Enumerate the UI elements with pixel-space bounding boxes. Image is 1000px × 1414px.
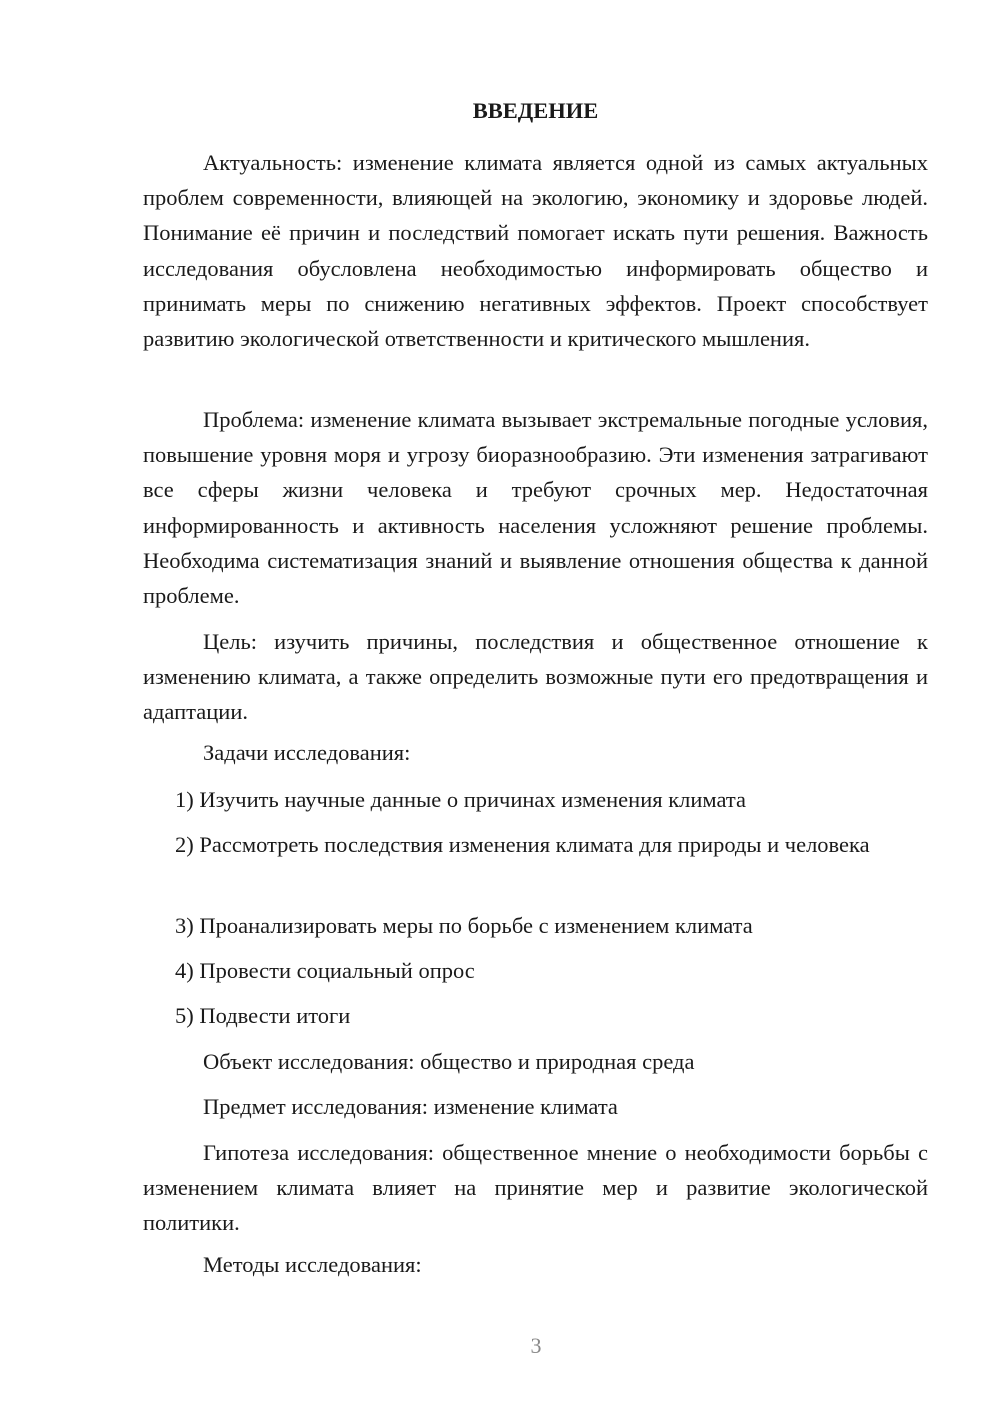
paragraph-relevance: Актуальность: изменение климата является одной из самых актуальных проблем современности, влияющей на экологию, экономику и здоровье людей. Понимание её причин и последствий помогает искать пути решения. Важность исследования обусловлена необходимостью информировать общество и принимать меры по снижению негативных эффектов. Проект способствует развитию экологической ответственности и критического мышления.: [143, 150, 928, 352]
tasks-heading: Задачи исследования:: [203, 740, 411, 765]
paragraph-object: Объект исследования: общество и природная среда: [203, 1049, 695, 1074]
task-item-4: 4) Провести социальный опрос: [175, 958, 475, 983]
paragraph-goal: Цель: изучить причины, последствия и общественное отношение к изменению климата, а также определить возможные пути его предотвращения и адаптации.: [143, 629, 928, 725]
section-title: ВВЕДЕНИЕ: [472, 98, 599, 123]
paragraph-subject: Предмет исследования: изменение климата: [203, 1094, 618, 1119]
page-content: [143, 93, 928, 1277]
paragraph-problem: Проблема: изменение климата вызывает экстремальные погодные условия, повышение уровня моря и угрозу биоразнообразию. Эти изменения затрагивают все сферы жизни человека и требуют срочных мер. Недостаточная информированность и активность населения усложняют решение проблемы. Необходима систематизация знаний и выявление отношения общества к данной проблеме.: [143, 407, 928, 609]
page-number: 3: [530, 1333, 542, 1358]
methods-heading: Методы исследования:: [203, 1252, 422, 1277]
task-item-5: 5) Подвести итоги: [175, 1003, 351, 1028]
task-item-2: 2) Рассмотреть последствия изменения климата для природы и человека: [175, 832, 870, 857]
task-item-3: 3) Проанализировать меры по борьбе с изменением климата: [175, 913, 753, 938]
paragraph-hypothesis: Гипотеза исследования: общественное мнение о необходимости борьбы с изменением климата влияет на принятие мер и развитие экологической политики.: [143, 1140, 928, 1236]
task-item-1: 1) Изучить научные данные о причинах изменения климата: [175, 787, 746, 812]
